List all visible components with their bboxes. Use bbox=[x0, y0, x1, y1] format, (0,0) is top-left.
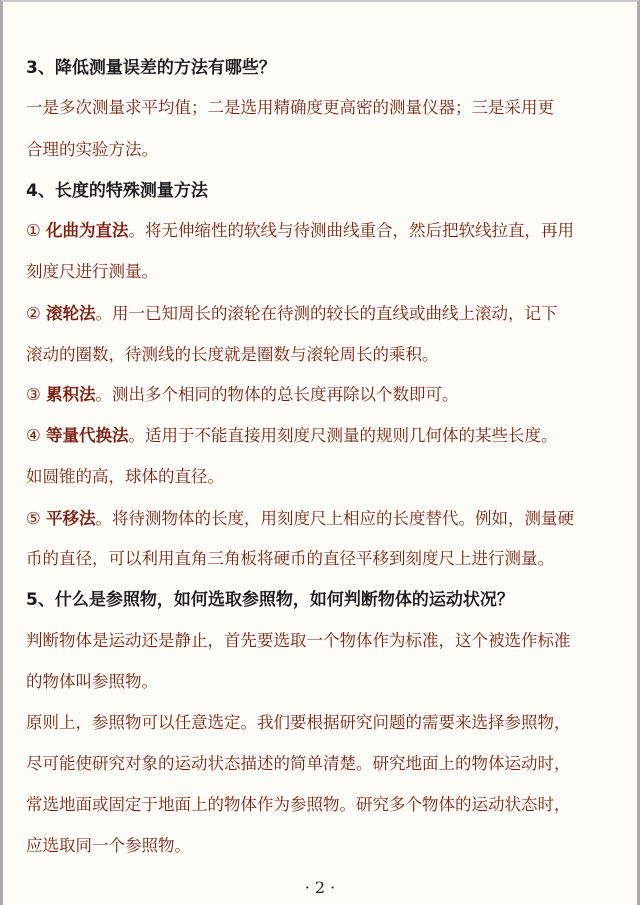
method-2 bbox=[26, 302, 558, 326]
method-5-text: 。将待测物体的长度，用刻度尺上相应的长度替代。例如，测量硬 bbox=[95, 509, 575, 528]
method-5-cont: 币的直径，可以利用直角三角板将硬币的直径平移到刻度尺上进行测量。 bbox=[26, 549, 554, 568]
method-1-cont: 刻度尺进行测量。 bbox=[26, 262, 158, 281]
page-number: · 2 · bbox=[304, 878, 336, 897]
method-3-number: ③ bbox=[26, 385, 41, 404]
q3-line-2: 合理的实验方法。 bbox=[26, 140, 158, 159]
q5-p2-line-1: 原则上，参照物可以任意选定。我们要根据研究问题的需要来选择参照物， bbox=[26, 713, 571, 732]
q4-heading: 4、长度的特殊测量方法 bbox=[26, 181, 208, 201]
method-1-number: ① bbox=[26, 221, 41, 240]
method-4 bbox=[26, 424, 558, 448]
method-2-text: 。用一已知周长的滚轮在待测的较长的直线或曲线上滚动，记下 bbox=[95, 304, 558, 323]
method-3-term: 累积法 bbox=[46, 385, 96, 404]
q5-heading: 5、什么是参照物，如何选取参照物，如何判断物体的运动状况？ bbox=[26, 590, 514, 610]
method-2-cont: 滚动的圈数，待测线的长度就是圈数与滚轮周长的乘积。 bbox=[26, 345, 439, 364]
q5-p2-line-3: 常选地面或固定于地面上的物体作为参照物。研究多个物体的运动状态时， bbox=[26, 795, 571, 814]
method-4-number: ④ bbox=[26, 426, 41, 445]
method-4-text: 。适用于不能直接用刻度尺测量的规则几何体的某些长度。 bbox=[128, 426, 558, 445]
q5-p2-line-4: 应选取同一个参照物。 bbox=[26, 836, 191, 855]
method-4-cont: 如圆锥的高，球体的直径。 bbox=[26, 467, 224, 486]
q5-p2-line-2: 尽可能使研究对象的运动状态描述的简单清楚。研究地面上的物体运动时， bbox=[26, 754, 571, 773]
method-1-term: 化曲为直法 bbox=[46, 221, 129, 240]
method-5 bbox=[26, 507, 574, 531]
method-3-text: 。测出多个相同的物体的总长度再除以个数即可。 bbox=[95, 385, 459, 404]
method-2-number: ② bbox=[26, 304, 41, 323]
method-5-number: ⑤ bbox=[26, 509, 41, 528]
method-4-term: 等量代换法 bbox=[46, 426, 129, 445]
method-1-text: 。将无伸缩性的软线与待测曲线重合，然后把软线拉直，再用 bbox=[128, 221, 575, 240]
q5-p1-line-1: 判断物体是运动还是静止，首先要选取一个物体作为标准，这个被选作标准 bbox=[26, 631, 571, 650]
q3-heading: 3、降低测量误差的方法有哪些？ bbox=[26, 58, 276, 78]
q3-line-1: 一是多次测量求平均值；二是选用精确度更高密的测量仪器；三是采用更 bbox=[26, 98, 554, 117]
method-1 bbox=[26, 219, 574, 243]
q5-p1-line-2: 的物体叫参照物。 bbox=[26, 672, 158, 691]
method-5-term: 平移法 bbox=[46, 509, 96, 528]
method-2-term: 滚轮法 bbox=[46, 304, 96, 323]
method-3 bbox=[26, 383, 459, 407]
